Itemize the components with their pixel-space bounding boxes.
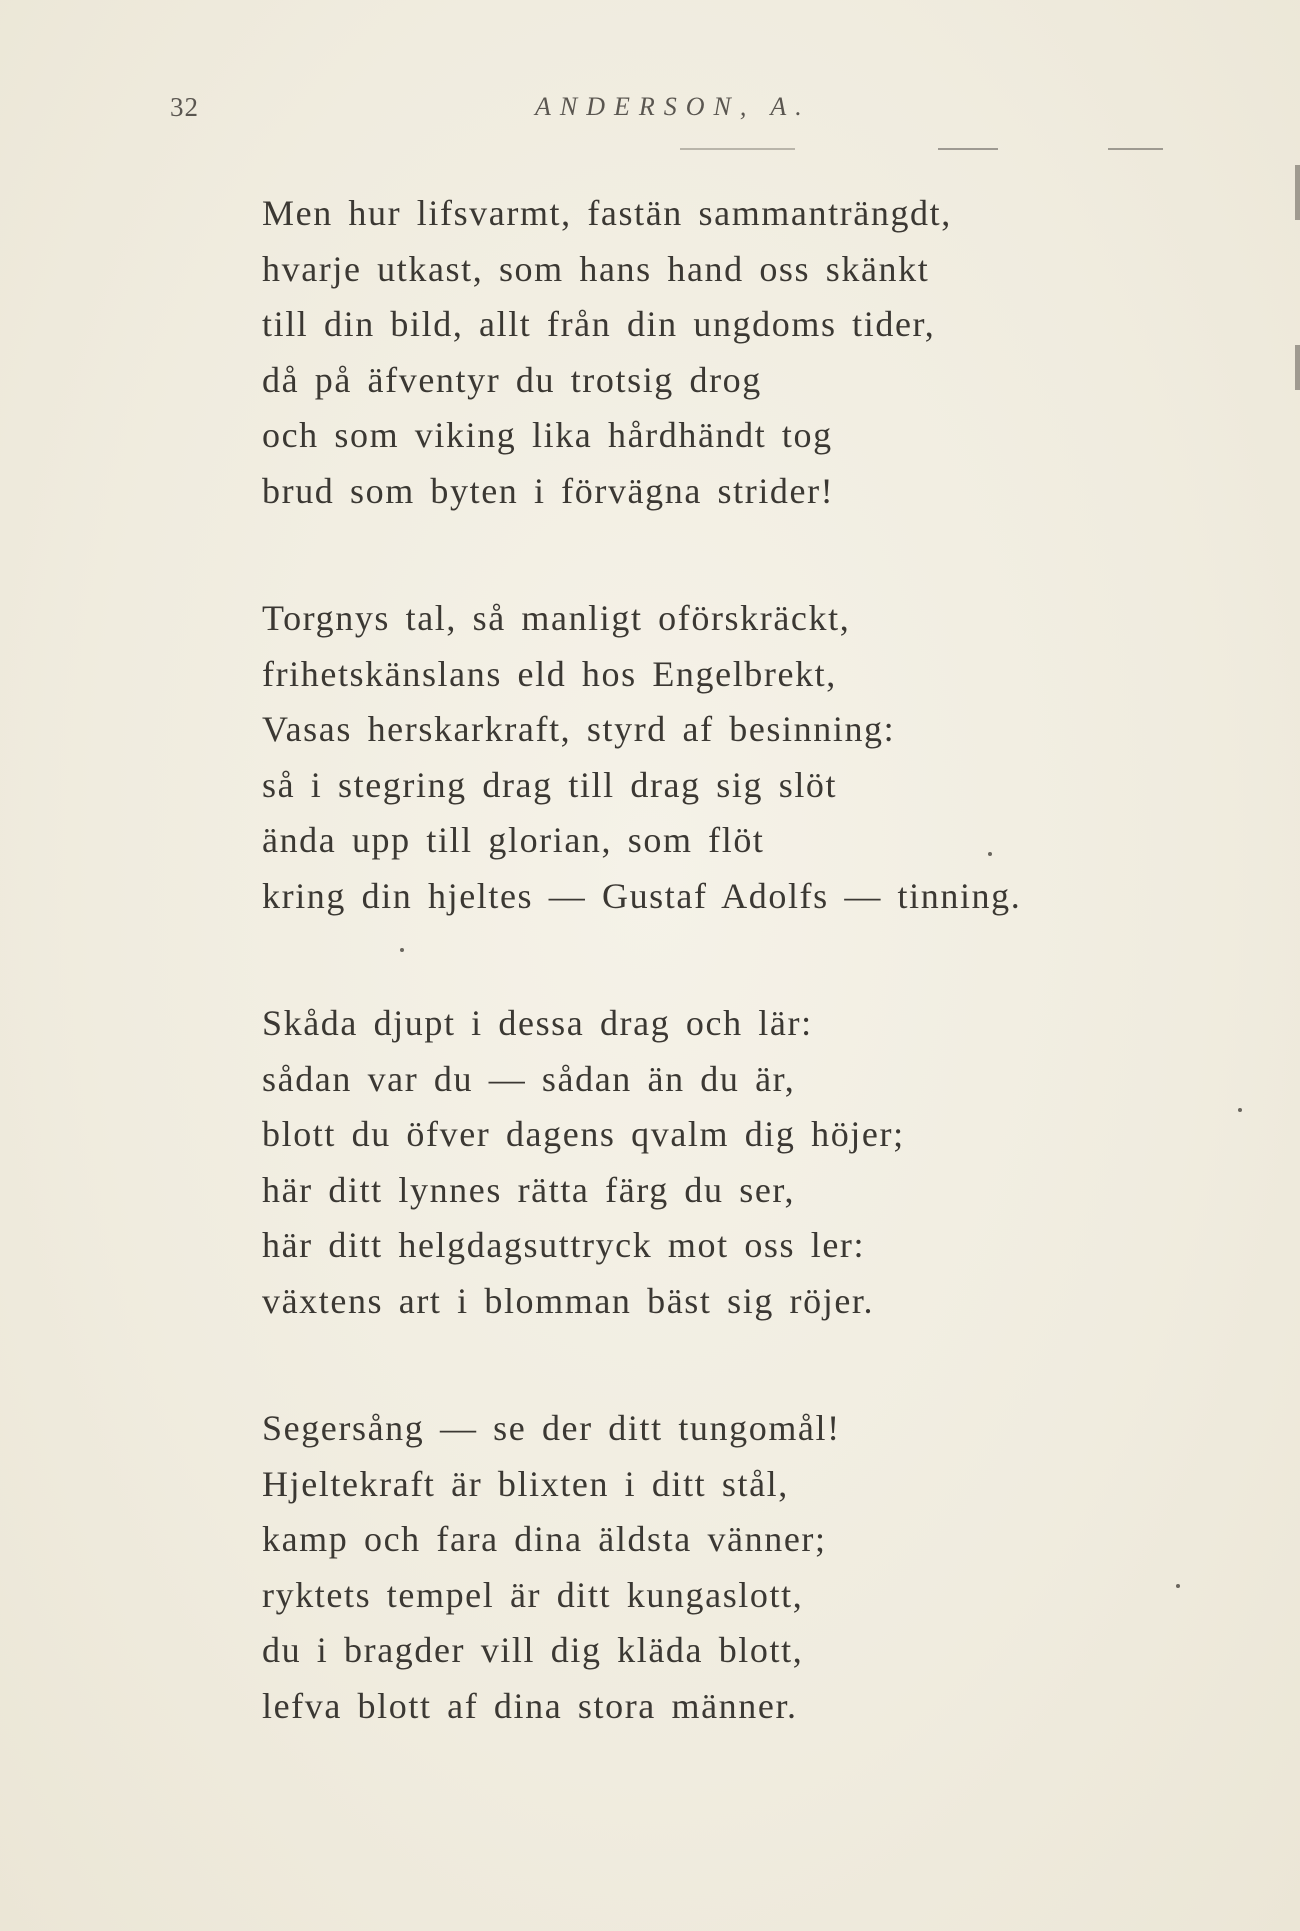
- running-head: ANDERSON, A.: [535, 92, 811, 121]
- poem-line: sådan var du — sådan än du är,: [262, 1058, 796, 1099]
- ink-speck: [1238, 1108, 1242, 1112]
- poem-line: blott du öfver dagens qvalm dig höjer;: [262, 1114, 905, 1154]
- poem-line: kring din hjeltes — Gustaf Adolfs — tinning.: [262, 875, 1022, 916]
- ink-speck: [988, 852, 992, 856]
- poem-line: lefva blott af dina stora männer.: [262, 1685, 798, 1726]
- poem: [262, 186, 1142, 1806]
- header-rule: [1108, 148, 1163, 150]
- poem-line: Men hur lifsvarmt, fastän sammanträngdt,: [262, 193, 952, 233]
- poem-line: ryktets tempel är ditt kungaslott,: [262, 1574, 804, 1615]
- poem-line: Segersång — se der ditt tungomål!: [262, 1408, 841, 1448]
- header-rule: [938, 148, 998, 150]
- poem-line: till din bild, allt från din ungdoms tider,: [262, 304, 936, 344]
- poem-line: Skåda djupt i dessa drag och lär:: [262, 1003, 813, 1043]
- stanza-2: [262, 591, 1142, 924]
- poem-line: då på äfventyr du trotsig drog: [262, 359, 762, 400]
- poem-line: här ditt helgdagsuttryck mot oss ler:: [262, 1225, 866, 1265]
- page-edge-mark: [1295, 345, 1300, 390]
- poem-line: växtens art i blomman bäst sig röjer.: [262, 1280, 875, 1321]
- poem-line: så i stegring drag till drag sig slöt: [262, 764, 838, 805]
- ink-speck: [400, 948, 404, 952]
- header-rule: [680, 148, 795, 150]
- poem-line: hvarje utkast, som hans hand oss skänkt: [262, 248, 930, 289]
- stanza-1: [262, 186, 1142, 519]
- stanza-4: [262, 1401, 1142, 1734]
- page-number: 32: [170, 92, 199, 122]
- stanza-3: [262, 996, 1142, 1329]
- poem-line: Torgnys tal, så manligt oförskräckt,: [262, 598, 851, 638]
- poem-line: brud som byten i förvägna strider!: [262, 470, 835, 511]
- poem-line: du i bragder vill dig kläda blott,: [262, 1630, 804, 1670]
- poem-line: ända upp till glorian, som flöt: [262, 820, 765, 860]
- poem-line: kamp och fara dina äldsta vänner;: [262, 1519, 827, 1559]
- page-edge-mark: [1295, 165, 1300, 220]
- poem-line: Vasas herskarkraft, styrd af besinning:: [262, 709, 896, 749]
- poem-line: och som viking lika hårdhändt tog: [262, 415, 833, 455]
- poem-line: här ditt lynnes rätta färg du ser,: [262, 1169, 796, 1210]
- page-header: [0, 92, 1300, 132]
- poem-line: frihetskänslans eld hos Engelbrekt,: [262, 653, 837, 694]
- ink-speck: [1176, 1584, 1180, 1588]
- poem-line: Hjeltekraft är blixten i ditt stål,: [262, 1463, 789, 1504]
